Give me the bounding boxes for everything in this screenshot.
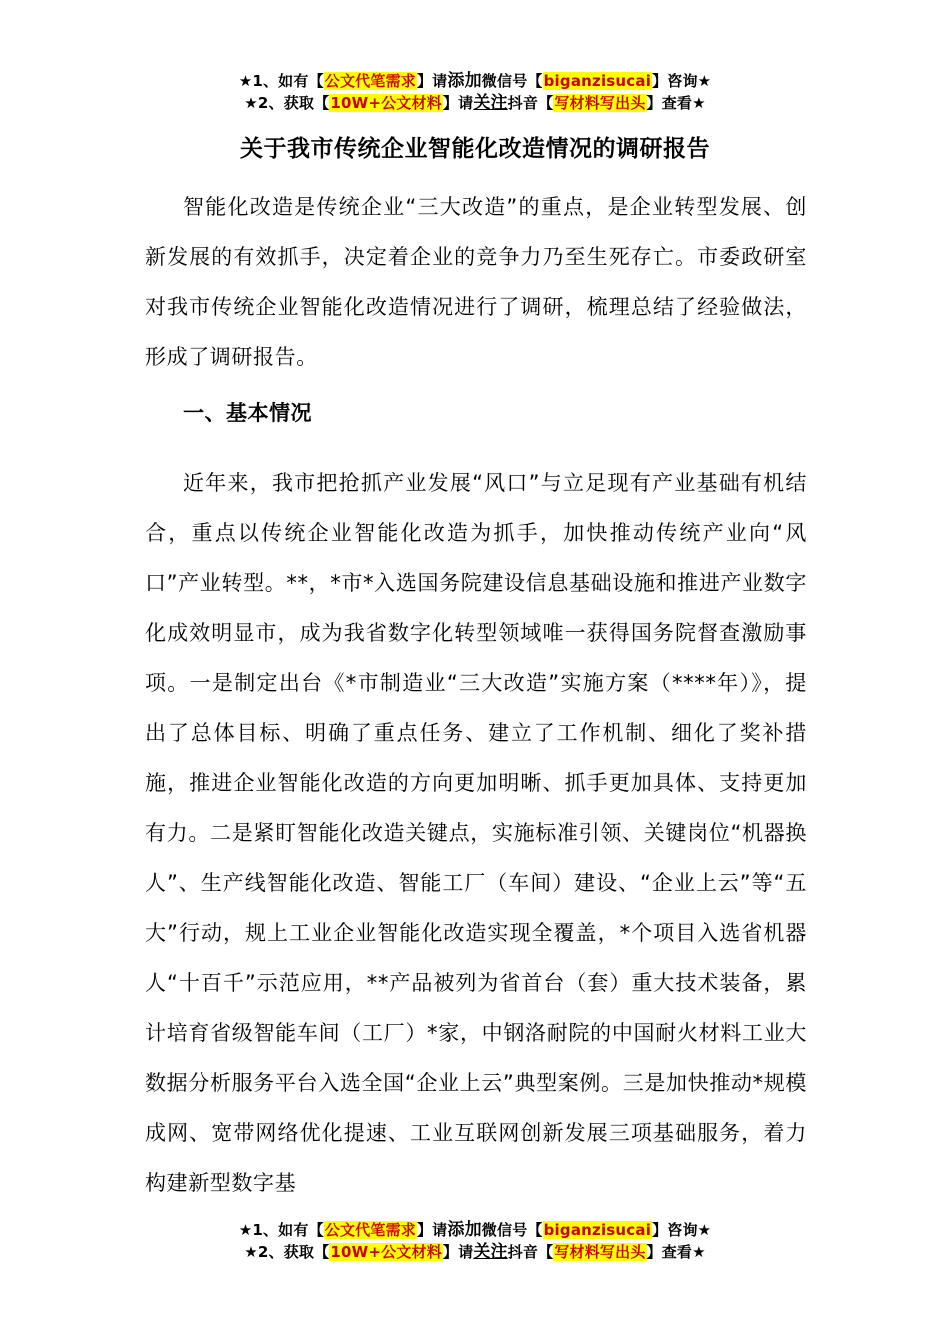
- promo-highlight-douyin: 写材料写出头: [554, 94, 646, 112]
- promo-text: 】咨询★: [652, 1221, 712, 1239]
- promo-banner-top: [0, 70, 950, 114]
- promo-emphasis: 关注: [473, 1242, 508, 1262]
- document-title: 关于我市传统企业智能化改造情况的调研报告: [240, 136, 710, 162]
- promo-highlight-wechat-id: biganzisucai: [543, 1221, 652, 1239]
- promo-line-1: [0, 1219, 950, 1241]
- promo-text: 】咨询★: [652, 72, 712, 90]
- promo-emphasis: 添加: [447, 1220, 482, 1240]
- promo-text: ★2、获取【: [244, 94, 330, 112]
- promo-text: 微信号【: [481, 1221, 543, 1239]
- promo-line-1: [0, 70, 950, 92]
- promo-text: 】查看★: [646, 1243, 706, 1261]
- promo-text: 抖音【: [507, 94, 554, 112]
- promo-text: 】请: [416, 72, 448, 90]
- promo-highlight: 公文代笔需求: [324, 1221, 416, 1239]
- promo-highlight: 10W+公文材料: [330, 1243, 442, 1261]
- promo-banner-bottom: [0, 1219, 950, 1263]
- promo-text: 】请: [442, 1243, 474, 1261]
- promo-text: 抖音【: [507, 1243, 554, 1261]
- promo-text: 】请: [442, 94, 474, 112]
- promo-emphasis: 添加: [447, 71, 482, 91]
- promo-line-2: [0, 92, 950, 114]
- promo-text: 微信号【: [481, 72, 543, 90]
- promo-emphasis: 关注: [473, 93, 508, 113]
- promo-text: ★1、如有【: [238, 1221, 324, 1239]
- promo-highlight-wechat-id: biganzisucai: [543, 72, 652, 90]
- section-heading-basic-situation: 一、基本情况: [183, 401, 312, 425]
- body-paragraph-basic-situation: 近年来，我市把抢抓产业发展“风口”与立足现有产业基础有机结合，重点以传统企业智能化改造为抓手，加快推动传统产业向“风口”产业转型。**，*市*入选国务院建设信息基础设施和推进产业数字化成效明显市，成为我省数字化转型领域唯一获得国务院督查激励事项。一是制定出台《*市制造业“三大改造”实施方案（****年）》，提出了总体目标、明确了重点任务、建立了工作机制、细化了奖补措施，推进企业智能化改造的方向更加明晰、抓手更加具体、支持更加有力。二是紧盯智能化改造关键点，实施标准引领、关键岗位“机器换人”、生产线智能化改造、智能工厂（车间）建设、“企业上云”等“五大”行动，规上工业企业智能化改造实现全覆盖，*个项目入选省机器人“十百千”示范应用，**产品被列为省首台（套）重大技术装备，累计培育省级智能车间（工厂）*家，中钢洛耐院的中国耐火材料工业大数据分析服务平台入选全国“企业上云”典型案例。三是加快推动*规模成网、宽带网络优化提速、工业互联网创新发展三项基础服务，着力构建新型数字基: [145, 471, 807, 1195]
- promo-text: ★1、如有【: [238, 72, 324, 90]
- promo-text: 】查看★: [646, 94, 706, 112]
- promo-highlight-douyin: 写材料写出头: [554, 1243, 646, 1261]
- promo-highlight: 公文代笔需求: [324, 72, 416, 90]
- promo-text: ★2、获取【: [244, 1243, 330, 1261]
- promo-line-2: [0, 1241, 950, 1263]
- promo-highlight: 10W+公文材料: [330, 94, 442, 112]
- promo-text: 】请: [416, 1221, 448, 1239]
- body-paragraph-intro: 智能化改造是传统企业“三大改造”的重点，是企业转型发展、创新发展的有效抓手，决定着企业的竞争力乃至生死存亡。市委政研室对我市传统企业智能化改造情况进行了调研，梳理总结了经验做法，形成了调研报告。: [145, 195, 807, 369]
